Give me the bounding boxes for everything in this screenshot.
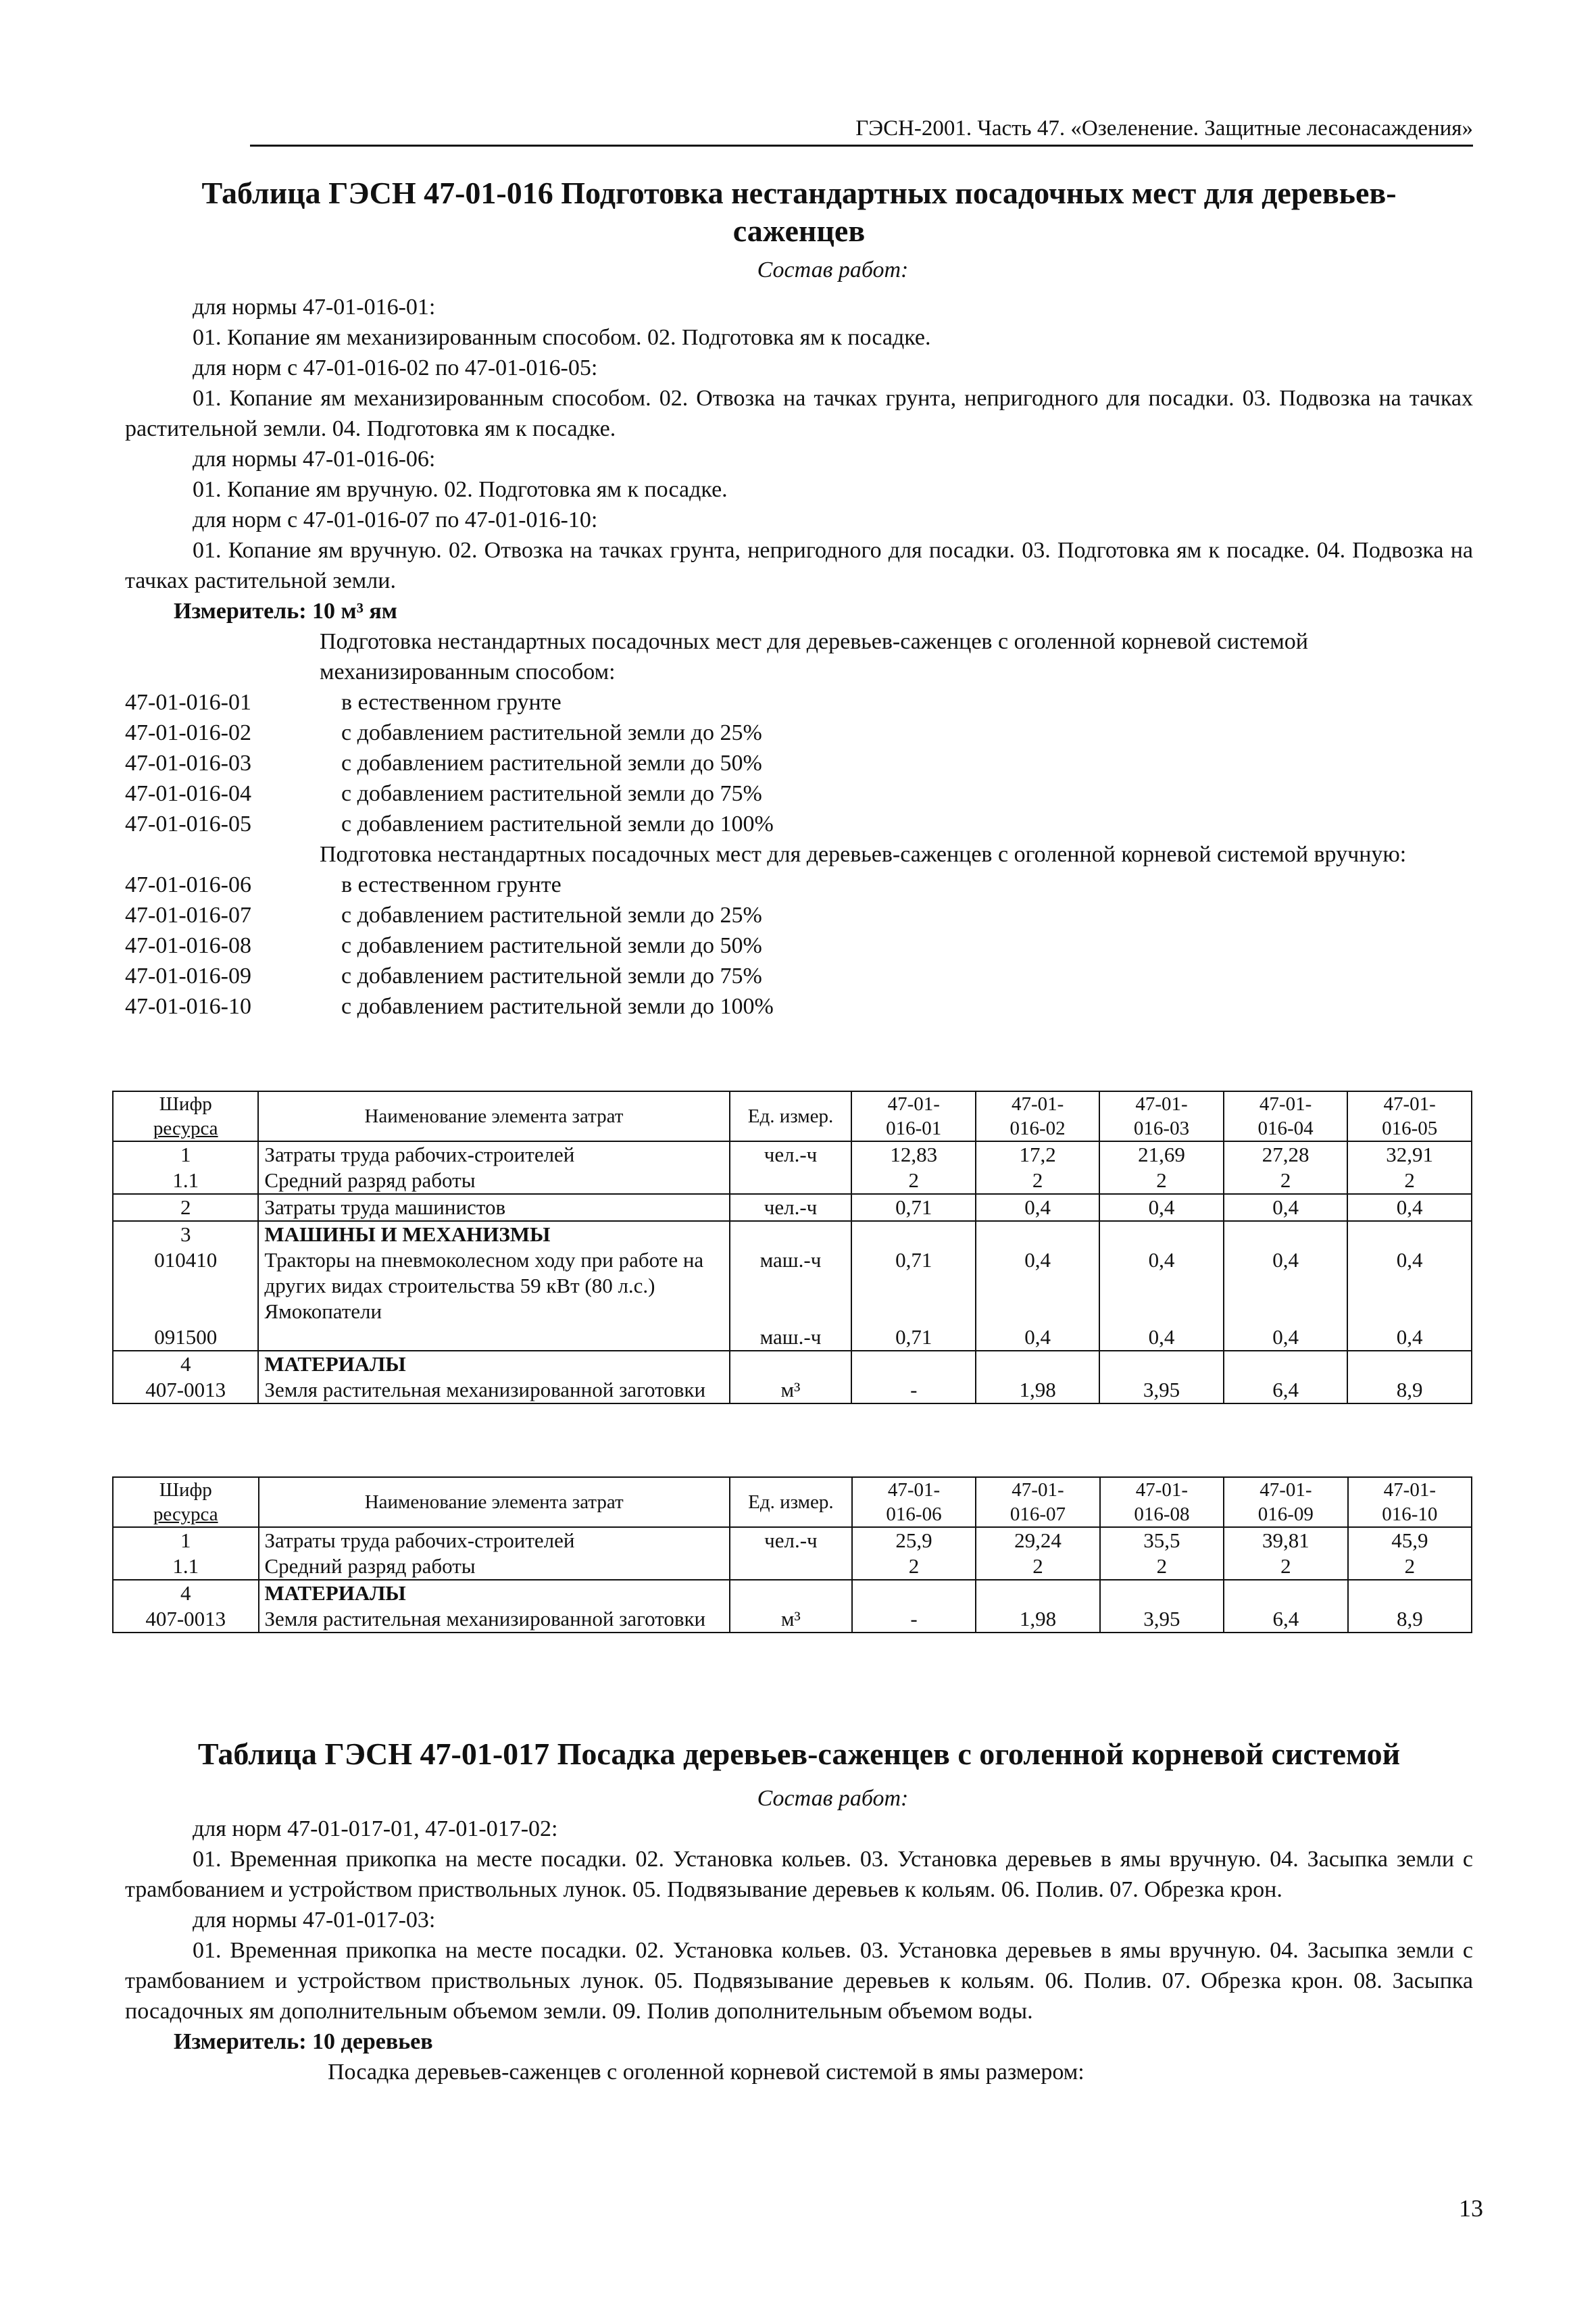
cell-value [976,1580,1100,1633]
intro-text: Посадка деревьев-саженцев с оголенной корневой системой в ямы размером: [328,2060,1084,2085]
cell-code [113,1351,258,1403]
col-code-a: 47-01- [1135,1479,1189,1501]
work-line: 01. Копание ям механизированным способом. 02. Отвозка на тачках грунта, непригодного для посадки. 03. Подвозка на тачках растительной земли. 04. Подготовка ям к посадке. [125,386,1473,441]
cell-code: 2 [113,1194,258,1221]
cell-value [976,1527,1100,1580]
value: 0,4 [1148,1248,1175,1272]
col-code-a: 47-01- [1383,1093,1436,1115]
header-code [113,1091,258,1141]
value: 2 [1156,1168,1167,1192]
work-text: 01. Временная прикопка на месте посадки. 02. Установка кольев. 03. Установка деревьев в ямы вручную. 04. Засыпка земли с трамбованием и устройством приствольных лунок. 05. Подвязывание деревьев к кольям. 06. Полив. 07. Обрезка крон. 08. Засыпка посадочных ям дополнительным объемом земли. 09. Полив дополнительным объемом воды. [125,1938,1473,2024]
header-col [1099,1091,1224,1141]
norm-row [125,991,1473,1022]
value: 25,9 [895,1528,932,1552]
header-col [1348,1477,1472,1527]
section-materials: МАТЕРИАЛЫ [264,1581,406,1605]
value: 32,91 [1386,1143,1434,1166]
col-code-a: 47-01- [1135,1093,1188,1115]
table-title-47-01-016 [125,174,1473,285]
work-composition-heading: Состав работ: [757,257,909,282]
value: 1,98 [1019,1607,1057,1631]
table-header-row [113,1477,1472,1527]
header-col [851,1091,976,1141]
value: 2 [1156,1554,1168,1578]
norm-text: с добавлением растительной земли до 75% [341,964,762,989]
cell-value [1347,1141,1472,1194]
page-number: 13 [1459,2195,1483,2222]
col-code-b: 016-04 [1257,1118,1314,1139]
name-1: Затраты труда рабочих-строителей [264,1528,575,1552]
name-1: Затраты труда рабочих-строителей [264,1143,575,1166]
norm-row [125,930,1473,961]
cell-unit: чел.-ч [730,1527,852,1580]
value: 0,4 [1272,1325,1299,1349]
cell-value [851,1141,976,1194]
code-407-0013: 407-0013 [145,1607,226,1631]
code-1-1: 1.1 [172,1168,199,1192]
code-1: 1 [180,1143,191,1166]
cell-value [851,1351,976,1403]
value: 2 [1404,1554,1416,1578]
norm-text: с добавлением растительной земли до 100% [341,994,774,1019]
norm-text: в естественном грунте [341,690,562,715]
cell-name [258,1141,729,1194]
cell-value: 0,4 [1224,1194,1348,1221]
cell-value [1100,1527,1224,1580]
code-1-1: 1.1 [172,1554,199,1578]
value: 2 [1032,1168,1043,1192]
norm-text: с добавлением растительной земли до 50% [341,933,762,958]
cell-value [1099,1141,1224,1194]
norm-code: 47-01-016-08 [125,933,251,958]
header-unit: Ед. измер. [730,1477,852,1527]
cell-value: 0,4 [1099,1194,1224,1221]
norm-row [125,870,1473,900]
col-code-a: 47-01- [1259,1093,1312,1115]
cell-value [1224,1527,1348,1580]
cell-value: 0,4 [1347,1194,1472,1221]
section-materials: МАТЕРИАЛЫ [264,1352,406,1376]
cell-code [113,1527,259,1580]
header-name: Наименование элемента затрат [258,1091,729,1141]
cell-name [259,1580,730,1633]
header-col [1347,1091,1472,1141]
cell-code [113,1580,259,1633]
col-code-b: 016-02 [1009,1118,1066,1139]
value: 2 [1280,1554,1291,1578]
value: 6,4 [1272,1378,1299,1401]
cell-value [1100,1580,1224,1633]
header-code-line1: Шифр [159,1093,212,1115]
table-row [113,1141,1472,1194]
unit: м³ [780,1607,801,1631]
running-header: ГЭСН-2001. Часть 47. «Озеленение. Защитные лесонасаждения» [250,114,1473,147]
value: 0,4 [1272,1248,1299,1272]
table-row [113,1194,1472,1221]
cell-value [1347,1351,1472,1403]
code-3: 3 [180,1222,191,1246]
cell-value [1348,1580,1472,1633]
measure-label: Измеритель: 10 деревьев [174,2029,433,2054]
value: 0,4 [1396,1248,1423,1272]
table-row-materials [113,1351,1472,1403]
work-line: 01. Копание ям механизированным способом. 02. Подготовка ям к посадке. [193,325,931,350]
header-col [976,1477,1100,1527]
col-code-b: 016-01 [886,1118,942,1139]
cell-value [1099,1221,1224,1351]
header-col [976,1091,1099,1141]
header-name: Наименование элемента затрат [259,1477,730,1527]
cell-value [1099,1351,1224,1403]
work-line: для нормы 47-01-016-06: [193,447,436,472]
col-code-b: 016-07 [1009,1503,1066,1525]
value: 0,71 [895,1248,932,1272]
code-407-0013: 407-0013 [145,1378,226,1401]
cell-value: 0,4 [976,1194,1099,1221]
value: 3,95 [1143,1378,1180,1401]
title-line-1: Таблица ГЭСН 47-01-016 Подготовка нестандартных посадочных мест для деревьев- [201,176,1397,210]
cell-name [259,1527,730,1580]
work-composition-016 [125,292,1473,1022]
measure-label: Измеритель: 10 м³ ям [174,599,397,624]
code-1: 1 [180,1528,191,1552]
col-code-a: 47-01- [1383,1479,1436,1501]
value: 2 [1280,1168,1291,1192]
cell-value [976,1351,1099,1403]
unit: маш.-ч [759,1248,822,1272]
col-code-b: 016-05 [1382,1118,1438,1139]
norm-text: с добавлением растительной земли до 75% [341,781,762,806]
work-line: 01. Копание ям вручную. 02. Отвозка на тачках грунта, непригодного для посадки. 03. Подготовка ям к посадке. 04. Подвозка на тачках растительной земли. [125,538,1473,593]
cell-value: 0,71 [851,1194,976,1221]
table-row-materials [113,1580,1472,1633]
cell-value [1224,1221,1348,1351]
name-soil: Земля растительная механизированной заготовки [264,1378,706,1401]
cell-value [852,1580,976,1633]
code-4: 4 [180,1581,191,1605]
work-composition-heading: Состав работ: [757,1786,909,1811]
norm-text: с добавлением растительной земли до 100% [341,812,774,837]
value: 6,4 [1272,1607,1299,1631]
value: 45,9 [1391,1528,1428,1552]
cell-name [258,1351,729,1403]
norm-row [125,900,1473,930]
cell-unit: чел.-ч [730,1141,852,1194]
cell-value [1224,1580,1348,1633]
work-line: для нормы 47-01-016-01: [193,295,436,320]
col-code-b: 016-08 [1134,1503,1190,1525]
value: 8,9 [1396,1607,1423,1631]
value: 39,81 [1262,1528,1310,1552]
unit: м³ [780,1378,801,1401]
cell-value [976,1221,1099,1351]
value: - [910,1607,918,1631]
header-col [1224,1091,1348,1141]
cell-unit [730,1221,852,1351]
value: 0,4 [1148,1325,1175,1349]
work-line: для норм с 47-01-016-07 по 47-01-016-10: [193,507,598,532]
resource-table-2 [112,1476,1472,1633]
header-code-line2: ресурса [153,1118,218,1139]
code-4: 4 [180,1352,191,1376]
norm-text: с добавлением растительной земли до 25% [341,720,762,745]
cell-value [852,1527,976,1580]
col-code-b: 016-06 [886,1503,942,1525]
value: 0,4 [1024,1248,1051,1272]
norm-code: 47-01-016-05 [125,812,251,837]
value: 2 [908,1168,919,1192]
col-code-a: 47-01- [1012,1479,1064,1501]
value: 27,28 [1262,1143,1310,1166]
value: 35,5 [1143,1528,1180,1552]
work-line: для норм с 47-01-016-02 по 47-01-016-05: [193,355,598,380]
cell-code [113,1221,258,1351]
col-code-b: 016-09 [1257,1503,1314,1525]
table-row-machines [113,1221,1472,1351]
norm-code: 47-01-016-10 [125,994,251,1019]
title-line: Таблица ГЭСН 47-01-017 Посадка деревьев-саженцев с оголенной корневой системой [197,1737,1401,1771]
col-code-a: 47-01- [887,1479,941,1501]
value: 12,83 [890,1143,938,1166]
cell-name [258,1221,729,1351]
norm-row [125,961,1473,991]
value: 29,24 [1014,1528,1062,1552]
norm-group-heading-manual: Подготовка нестандартных посадочных мест для деревьев-саженцев с оголенной корневой системой вручную: [320,842,1407,867]
norm-code: 47-01-016-09 [125,964,251,989]
norm-row [125,718,1473,748]
norm-code: 47-01-016-04 [125,781,251,806]
resource-table-1 [112,1091,1472,1404]
value: 1,98 [1019,1378,1056,1401]
norm-code: 47-01-016-07 [125,903,251,928]
unit: маш.-ч [759,1325,822,1349]
header-col [1100,1477,1224,1527]
norm-row [125,778,1473,809]
value: 2 [1404,1168,1415,1192]
value: 0,4 [1024,1325,1051,1349]
value: 8,9 [1396,1378,1423,1401]
cell-unit [730,1580,852,1633]
cell-value [1224,1141,1348,1194]
section-machines: МАШИНЫ И МЕХАНИЗМЫ [264,1222,551,1246]
col-code-a: 47-01- [887,1093,940,1115]
name-pit-diggers: Ямокопатели [264,1299,382,1323]
cell-value [1224,1351,1348,1403]
cell-name: Затраты труда машинистов [258,1194,729,1221]
table-header-row [113,1091,1472,1141]
col-code-a: 47-01- [1260,1479,1312,1501]
norm-text: с добавлением растительной земли до 50% [341,751,762,776]
table-row [113,1527,1472,1580]
col-code-b: 016-03 [1133,1118,1190,1139]
code-091500: 091500 [154,1325,218,1349]
header-code [113,1477,259,1527]
code-010410: 010410 [154,1248,218,1272]
work-text: 01. Временная прикопка на месте посадки. 02. Установка кольев. 03. Установка деревьев в ямы вручную. 04. Засыпка земли с трамбованием и устройством приствольных лунок. 05. Подвязывание деревьев к кольям. 06. Полив. 07. Обрезка крон. [125,1847,1473,1902]
value: 17,2 [1019,1143,1056,1166]
table-title-47-01-017 [125,1735,1473,1773]
value: - [910,1378,918,1401]
value: 2 [908,1554,920,1578]
value: 2 [1032,1554,1043,1578]
value: 0,4 [1396,1325,1423,1349]
value: 21,69 [1138,1143,1185,1166]
cell-value [976,1141,1099,1194]
cell-code [113,1141,258,1194]
name-1-1: Средний разряд работы [264,1554,476,1578]
header-col [1224,1477,1348,1527]
value: 3,95 [1143,1607,1180,1631]
norm-row [125,687,1473,718]
col-code-b: 016-10 [1382,1503,1438,1525]
work-line: 01. Копание ям вручную. 02. Подготовка ям к посадке. [193,477,728,502]
norm-code: 47-01-016-03 [125,751,251,776]
work-composition-017 [125,1784,1473,2087]
title-line-2: саженцев [732,214,866,248]
norm-text: с добавлением растительной земли до 25% [341,903,762,928]
header-col [852,1477,976,1527]
norm-code: 47-01-016-06 [125,872,251,897]
norm-group-heading-mechanized: Подготовка нестандартных посадочных мест для деревьев-саженцев с оголенной корневой системой механизированным способом: [320,629,1308,684]
name-1-1: Средний разряд работы [264,1168,476,1192]
name-soil: Земля растительная механизированной заготовки [264,1607,706,1631]
cell-unit [730,1351,852,1403]
header-unit: Ед. измер. [730,1091,852,1141]
value: 0,71 [895,1325,932,1349]
norms-line: для норм 47-01-017-01, 47-01-017-02: [193,1816,558,1841]
cell-value [1348,1527,1472,1580]
header-code-line2: ресурса [153,1503,218,1525]
norms-line: для нормы 47-01-017-03: [193,1908,436,1933]
cell-value [1347,1221,1472,1351]
norm-code: 47-01-016-02 [125,720,251,745]
cell-unit: чел.-ч [730,1194,852,1221]
norm-code: 47-01-016-01 [125,690,251,715]
col-code-a: 47-01- [1011,1093,1064,1115]
name-tractors: Тракторы на пневмоколесном ходу при работе на других видах строительства 59 кВт (80 л.с.) [264,1248,704,1297]
norm-row [125,809,1473,839]
cell-value [851,1221,976,1351]
header-code-line1: Шифр [159,1479,212,1501]
norm-text: в естественном грунте [341,872,562,897]
norm-row [125,748,1473,778]
